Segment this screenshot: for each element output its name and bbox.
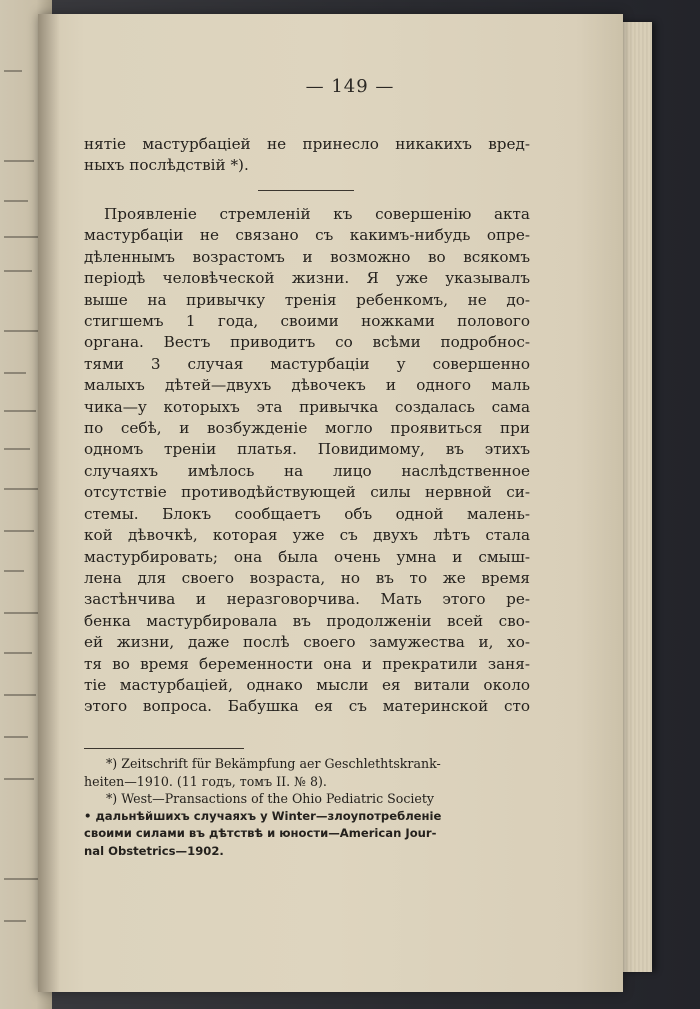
text-line: мастурбировать; она была очень умна и смыш- (84, 547, 530, 566)
text-line: по себѣ, и возбужденіе могло проявиться при (84, 419, 530, 438)
text-line: одномъ треніи платья. Повидимому, въ этихъ (84, 440, 530, 459)
text-line: періодѣ человѣческой жизни. Я уже указывалъ (84, 269, 530, 288)
text-line: застѣнчива и неразговорчива. Мать этого ре- (84, 590, 530, 609)
section-divider (258, 190, 354, 191)
text-line: чика—у которыхъ эта привычка создалась сама (84, 397, 530, 416)
text-line: стемы. Блокъ сообщаетъ объ одной малень- (84, 504, 530, 523)
text-line: Проявленіе стремленій къ совершенію акта (104, 205, 530, 223)
footnote-line: своими силами въ дѣтствѣ и юности—American Jour- (84, 826, 437, 841)
text-line: малыхъ дѣтей—двухъ дѣвочекъ и одного маль (84, 376, 530, 395)
footnote-line: heiten—1910. (11 годъ, томъ II. № 8). (84, 773, 327, 789)
text-line: ныхъ послѣдствій *). (84, 156, 249, 175)
text-line: ей жизни, даже послѣ своего замужества и, хо- (84, 633, 530, 652)
text-line: органа. Вестъ приводитъ со всѣми подробнос- (84, 333, 530, 352)
text-line: тя во время беременности она и прекратили заня- (84, 654, 530, 673)
footnote-line: *) Zeitschrift für Bekämpfung aer Geschlethtskrank- (106, 756, 441, 771)
footnote-rule (84, 748, 244, 749)
text-line: бенка мастурбировала въ продолженіи всей сво- (84, 611, 530, 630)
text-line: лена для своего возраста, но въ то же время (84, 568, 530, 587)
text-line: мастурбаціи не связано съ какимъ-нибудь опре- (84, 226, 530, 245)
continuation-text (84, 134, 530, 177)
text-line: тіе мастурбаціей, однако мысли ея витали около (84, 675, 530, 694)
text-line: тями 3 случая мастурбаціи у совершенно (84, 354, 530, 373)
text-line: этого вопроса. Бабушка ея съ материнской сто (84, 697, 530, 716)
text-line: кой дѣвочкѣ, которая уже съ двухъ лѣтъ стала (84, 526, 530, 545)
footnote-line: nal Obstetrics—1902. (84, 843, 224, 858)
text-line: отсутствіе противодѣйствующей силы нервной си- (84, 483, 530, 502)
footnote-line: *) West—Pransactions of the Ohio Pediatric Society (106, 791, 435, 807)
text-line: стигшемъ 1 года, своими ножками полового (84, 312, 530, 331)
footnotes (84, 755, 524, 861)
text-line: случаяхъ имѣлось на лицо наслѣдственное (84, 461, 530, 480)
text-line: выше на привычку тренія ребенкомъ, не до- (84, 290, 530, 309)
page-number: — 149 — (305, 76, 395, 97)
footnote-line: • дальнѣйшихъ случаяхъ у Winter—злоупотребленіе (84, 808, 442, 823)
gutter-shadow (38, 14, 60, 992)
main-paragraph (84, 204, 530, 718)
text-line: дѣленнымъ возрастомъ и возможно во всякомъ (84, 247, 530, 266)
text-line: нятіе мастурбаціей не принесло никакихъ вред- (84, 135, 530, 153)
